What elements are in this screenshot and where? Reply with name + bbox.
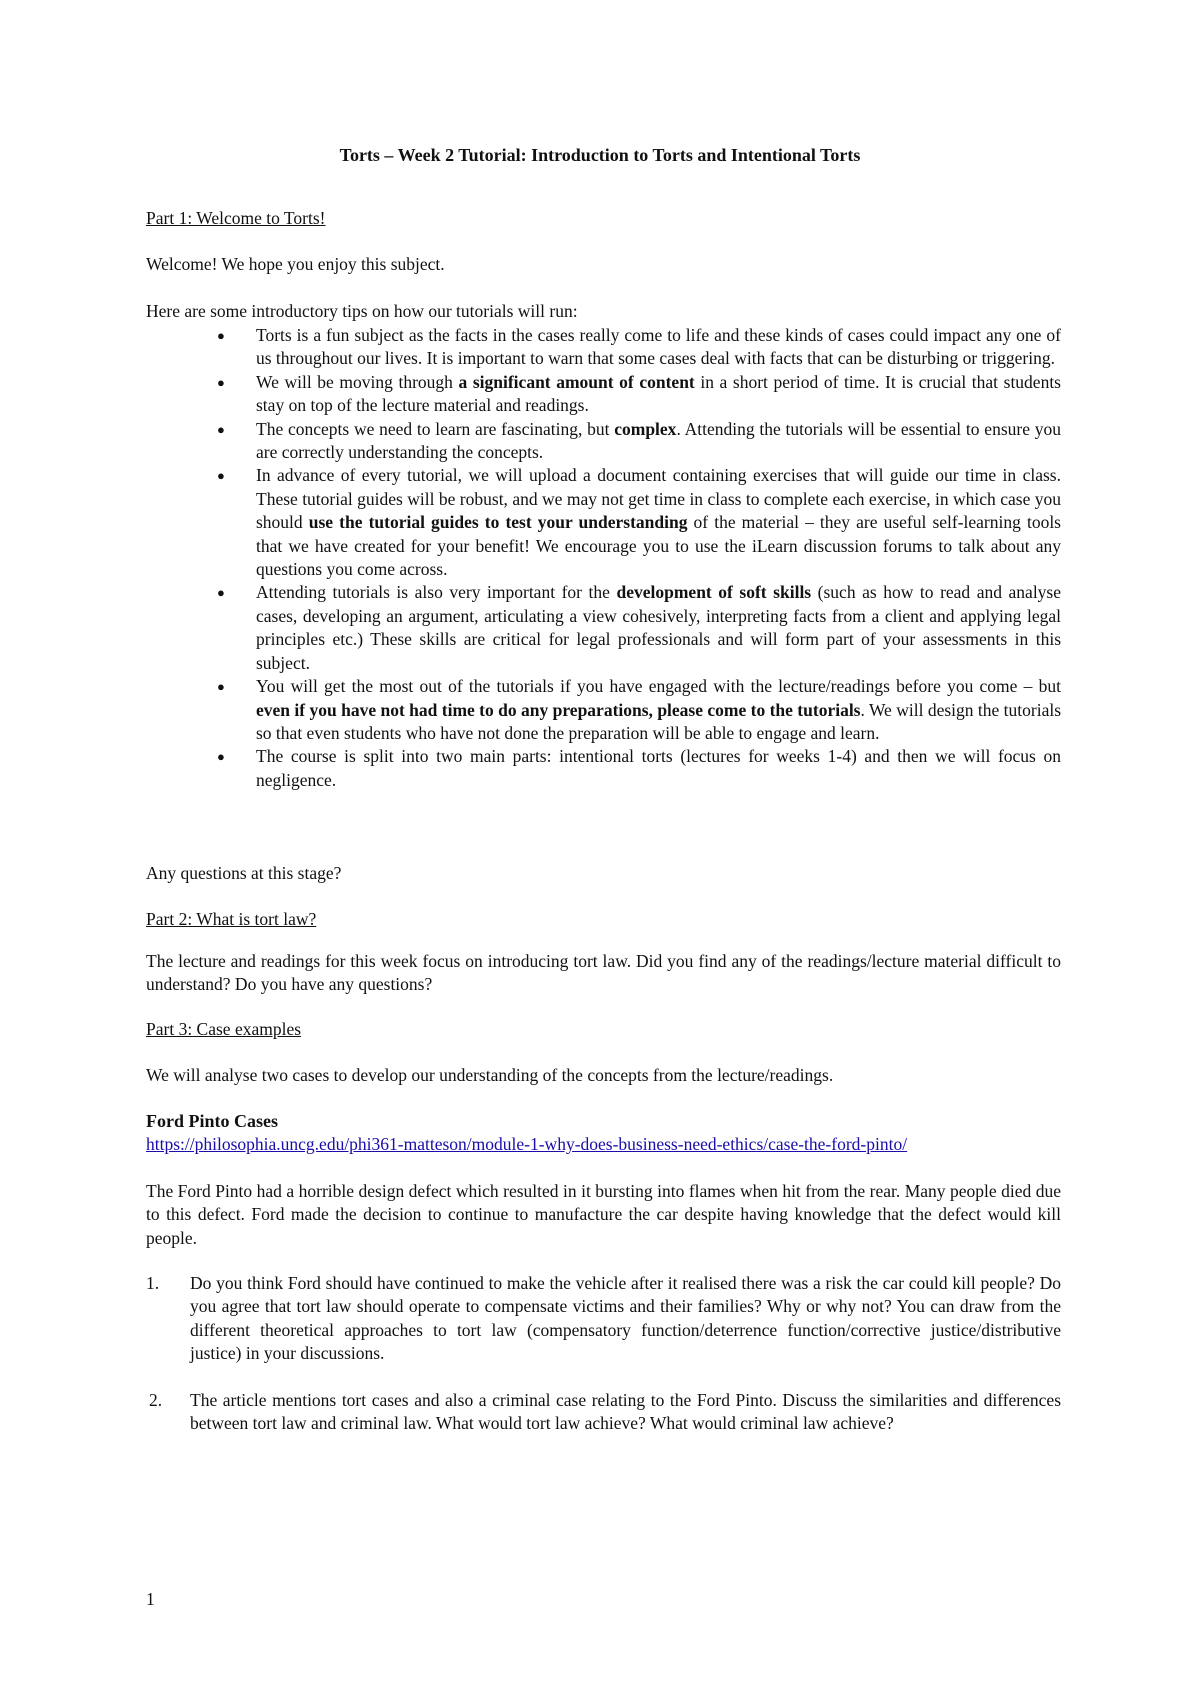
page-number: 1	[146, 1589, 155, 1609]
tip-item: ● In advance of every tutorial, we will upload a document containing exercises that will guide our time in class. These tutorial guides will be robust, and we may not get time in class to complete each exercise, in which case you should use the tutorial guides to test your understanding of the material – they are useful self-learning tools that we have created for your benefit! We encourage you to use the iLearn discussion forums to talk about any questions you come across.	[217, 465, 1061, 580]
question-item: 2. The article mentions tort cases and also a criminal case relating to the Ford Pinto. Discuss the similarities and differences between tort law and criminal law. What would tort law achieve? What would criminal law achieve?	[149, 1390, 1061, 1434]
part2-body: The lecture and readings for this week focus on introducing tort law. Did you find any of the readings/lecture material difficult to understand? Do you have any questions?	[146, 951, 1061, 995]
questions-list	[146, 1272, 1061, 1366]
bullet-icon: ●	[217, 679, 225, 695]
tip-item: ● The concepts we need to learn are fascinating, but complex. Attending the tutorials will be essential to ensure you are correctly understanding the concepts.	[217, 418, 1061, 463]
tip-item: ● You will get the most out of the tutorials if you have engaged with the lecture/readings before you come – but even if you have not had time to do any preparations, please come to the tutorials. We will design the tutorials so that even students who have not done the preparation will be able to engage and learn.	[217, 676, 1062, 743]
question-number: 2.	[149, 1390, 163, 1410]
case-title: Ford Pinto Cases	[146, 1111, 278, 1131]
tip-item: ● Torts is a fun subject as the facts in the cases really come to life and these kinds of cases could impact any one of us throughout our lives. It is important to warn that some cases deal with facts that can be disturbing or triggering.	[217, 325, 1061, 369]
tip-item: ● We will be moving through a significant amount of content in a short period of time. It is crucial that students stay on top of the lecture material and readings.	[217, 371, 1061, 416]
case-summary: The Ford Pinto had a horrible design defect which resulted in it bursting into flames when hit from the rear. Many people died due to this defect. Ford made the decision to continue to manufacture the car despite having knowledge that the defect would kill people.	[146, 1181, 1061, 1248]
tips-list	[146, 324, 1061, 792]
tip-item: ● Attending tutorials is also very important for the development of soft skills (such as how to read and analyse cases, developing an argument, articulating a view cohesively, interpreting facts from a client and applying legal principles etc.) These skills are critical for legal professionals and will form part of your assessments in this subject.	[217, 582, 1062, 673]
questions-list	[146, 1389, 1061, 1436]
part1-heading: Part 1: Welcome to Torts!	[146, 208, 326, 228]
bullet-icon: ●	[217, 585, 225, 601]
document-title: Torts – Week 2 Tutorial: Introduction to Torts and Intentional Torts	[339, 145, 861, 165]
bullet-icon: ●	[217, 468, 225, 484]
part3-body: We will analyse two cases to develop our understanding of the concepts from the lecture/readings.	[146, 1065, 834, 1085]
bullet-icon: ●	[217, 374, 225, 390]
bullet-icon: ●	[217, 749, 225, 765]
question-number: 1.	[146, 1273, 160, 1293]
case-link-wrap	[146, 1133, 1061, 1156]
tip-item: ● The course is split into two main parts: intentional torts (lectures for weeks 1-4) and then we will focus on negligence.	[217, 746, 1061, 790]
bullet-icon: ●	[217, 328, 225, 343]
questions-prompt: Any questions at this stage?	[146, 863, 342, 883]
intro-text: Here are some introductory tips on how our tutorials will run:	[146, 301, 578, 321]
question-item: 1. Do you think Ford should have continued to make the vehicle after it realised there was a risk the car could kill people? Do you agree that tort law should operate to compensate victims and their families? Why or why not? You can draw from the different theoretical approaches to tort law (compensatory function/deterrence function/corrective justice/distributive justice) in your discussions.	[146, 1273, 1061, 1364]
part2-heading: Part 2: What is tort law?	[146, 909, 317, 929]
welcome-text: Welcome! We hope you enjoy this subject.	[146, 254, 445, 274]
bullet-icon: ●	[217, 421, 225, 437]
case-link[interactable]: https://philosophia.uncg.edu/phi361-matteson/module-1-why-does-business-need-ethics/case-the-ford-pinto/	[146, 1134, 908, 1154]
part3-heading: Part 3: Case examples	[146, 1019, 302, 1039]
